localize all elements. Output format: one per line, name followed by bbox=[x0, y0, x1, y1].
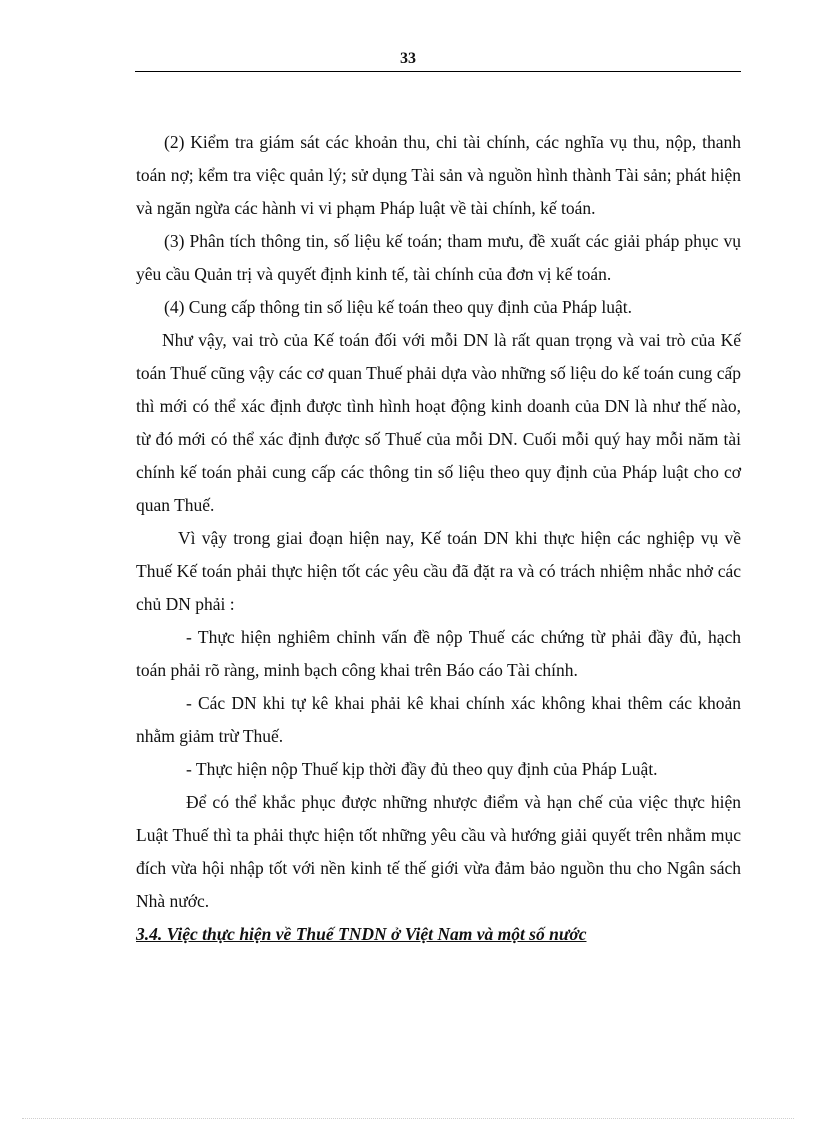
paragraph-role-of-accounting: Như vậy, vai trò của Kế toán đối với mỗi DN là rất quan trọng và vai trò của Kế toán Thuế cũng vậy các cơ quan Thuế phải dựa vào những số liệu do kế toán cung cấp thì mới có thể xác định được tình hình hoạt động kinh doanh của DN là như thế nào, từ đó mới có thể xác định được số Thuế của mỗi DN. Cuối mỗi quý hay mỗi năm tài chính kế toán phải cung cấp các thông tin số liệu theo quy định của Pháp luật cho cơ quan Thuế. bbox=[136, 330, 741, 515]
section-heading: 3.4. Việc thực hiện về Thuế TNDN ở Việt Nam và một số nước bbox=[136, 924, 587, 944]
paragraph-item-3: (3) Phân tích thông tin, số liệu kế toán; tham mưu, đề xuất các giải pháp phục vụ yêu cầu Quản trị và quyết định kinh tế, tài chính của đơn vị kế toán. bbox=[136, 231, 741, 284]
document-body bbox=[136, 126, 741, 951]
bullet-timely-payment: - Thực hiện nộp Thuế kịp thời đầy đủ theo quy định của Pháp Luật. bbox=[186, 759, 658, 779]
paragraph-conclusion: Để có thể khắc phục được những nhược điểm và hạn chế của việc thực hiện Luật Thuế thì ta phải thực hiện tốt những yêu cầu và hướng giải quyết trên nhằm mục đích vừa hội nhập tốt với nền kinh tế thế giới vừa đảm bảo nguồn thu cho Ngân sách Nhà nước. bbox=[136, 792, 741, 911]
paragraph-requirements-intro: Vì vậy trong giai đoạn hiện nay, Kế toán DN khi thực hiện các nghiệp vụ về Thuế Kế toán phải thực hiện tốt các yêu cầu đã đặt ra và có trách nhiệm nhắc nhở các chủ DN phải : bbox=[136, 528, 741, 614]
paragraph-item-2: (2) Kiểm tra giám sát các khoản thu, chi tài chính, các nghĩa vụ thu, nộp, thanh toán nợ; kểm tra việc quản lý; sử dụng Tài sản và nguồn hình thành Tài sản; phát hiện và ngăn ngừa các hành vi vi phạm Pháp luật về tài chính, kế toán. bbox=[136, 132, 741, 218]
paragraph-item-4: (4) Cung cấp thông tin số liệu kế toán theo quy định của Pháp luật. bbox=[164, 297, 633, 317]
bullet-accurate-declaration: - Các DN khi tự kê khai phải kê khai chính xác không khai thêm các khoản nhằm giảm trừ Thuế. bbox=[136, 693, 741, 746]
page-number: 33 bbox=[400, 50, 416, 67]
header-rule bbox=[135, 71, 741, 72]
bullet-strict-tax-payment: - Thực hiện nghiêm chỉnh vấn đề nộp Thuế các chứng từ phải đầy đủ, hạch toán phải rõ ràng, minh bạch công khai trên Báo cáo Tài chính. bbox=[136, 627, 741, 680]
footer-rule bbox=[22, 1118, 794, 1119]
